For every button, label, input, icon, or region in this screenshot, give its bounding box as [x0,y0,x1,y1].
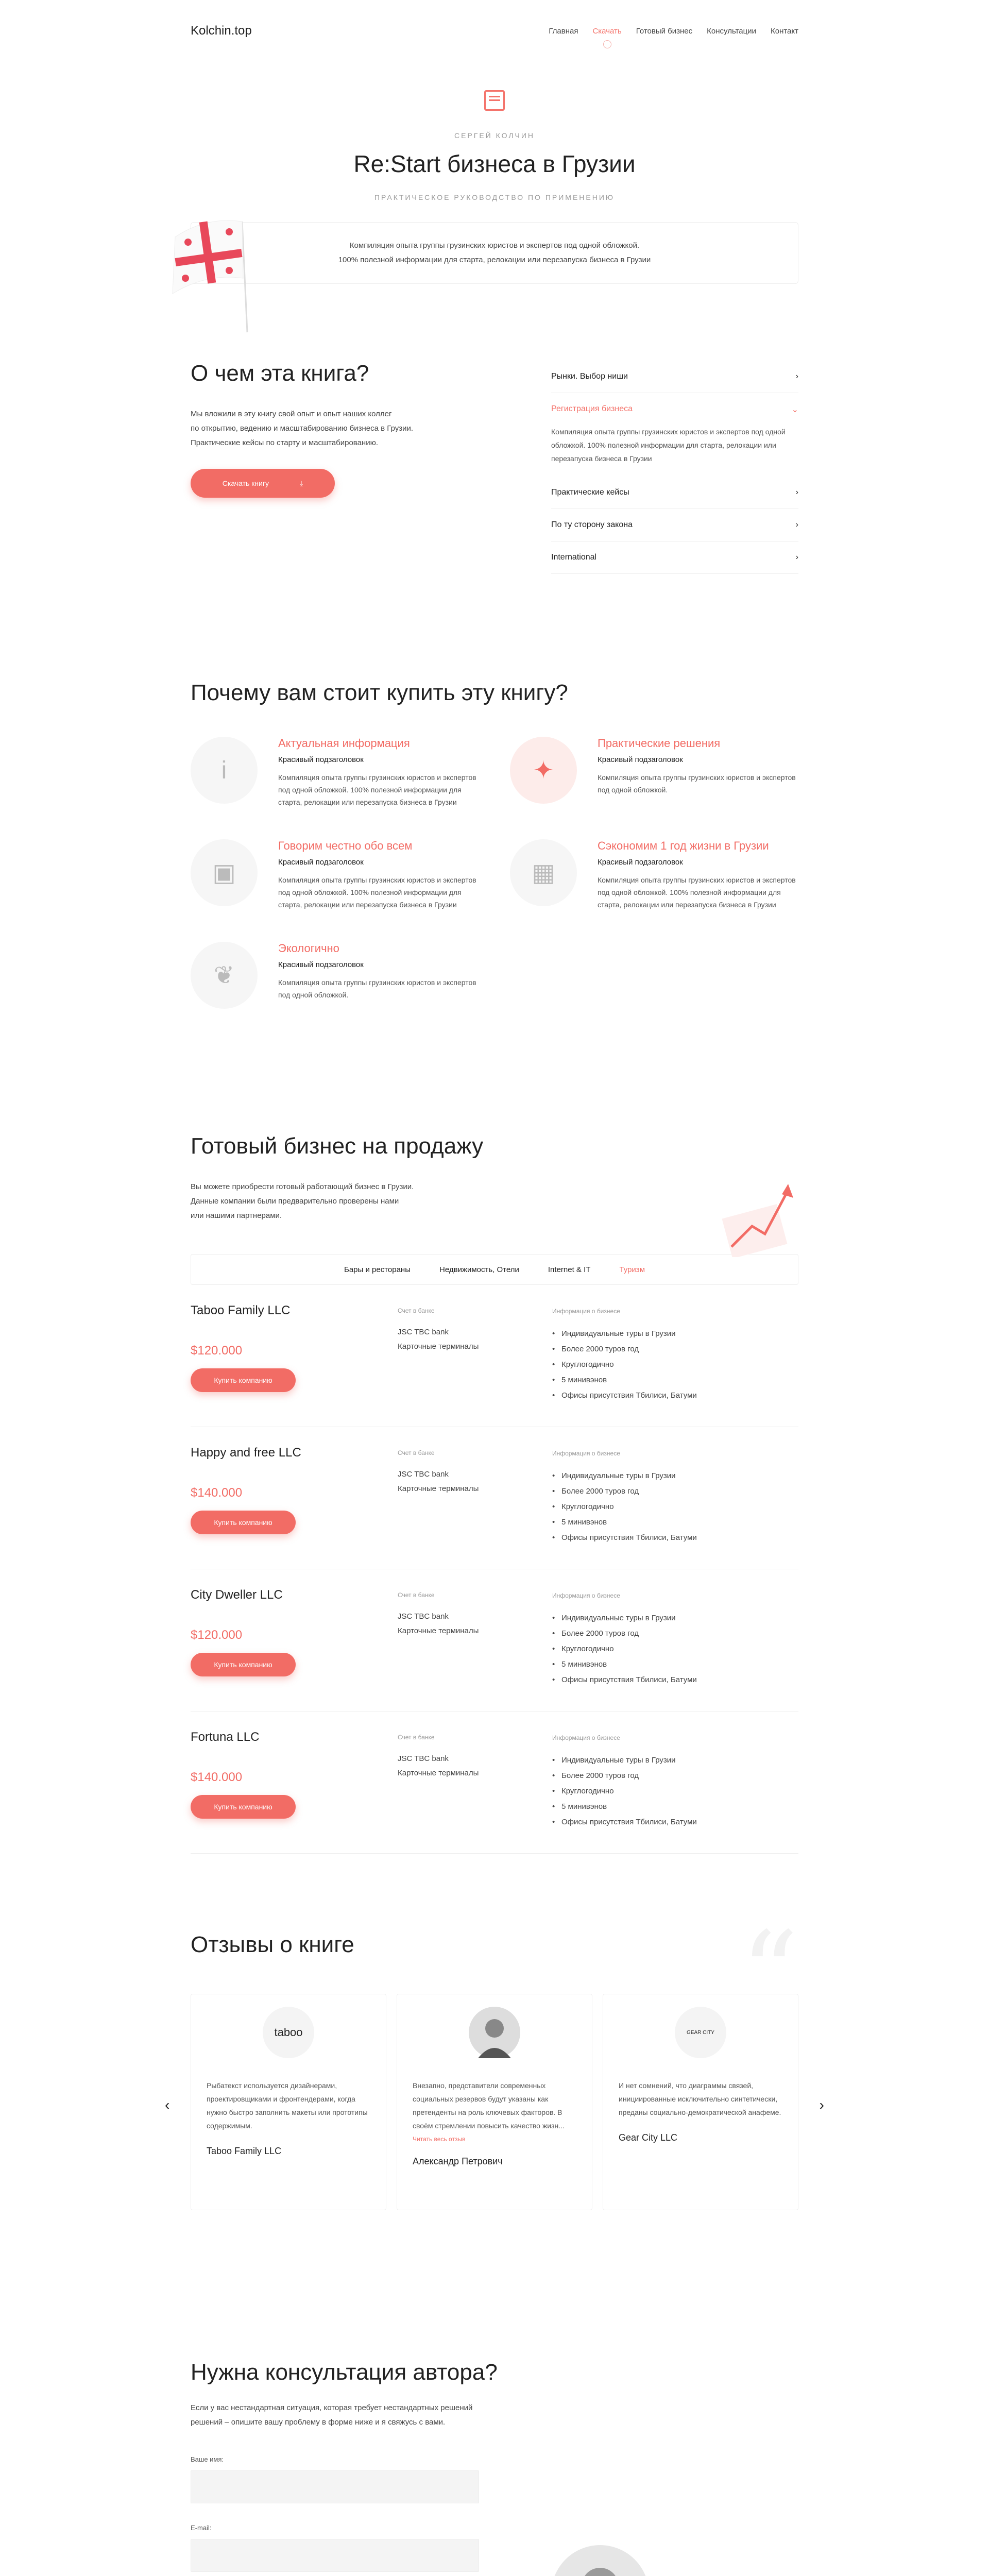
tab-tourism[interactable]: Туризм [619,1265,645,1274]
about-left [191,361,479,680]
buy-company-button[interactable]: Купить компанию [191,1368,296,1392]
accordion-item-title: International [551,553,597,562]
arrow-right-icon[interactable]: › [819,2097,824,2113]
nav-consult[interactable]: Консультации [707,26,756,36]
review-card [603,1994,798,2210]
list-item: • Офисы присутствия Тбилиси, Батуми [552,1815,697,1830]
download-book-label: Скачать книгу [222,479,269,487]
info-label: Информация о бизнесе [552,1308,620,1315]
why-card-title: Практические решения [598,737,721,750]
why-card-text: Компиляция опыта группы грузинских юристов и экспертов под одной обложкой. 100% полезной информации для старта, релокации или перезапуска бизнеса в Грузии [598,876,796,909]
business-price: $140.000 [191,1770,243,1784]
chevron-down-icon: ⌄ [791,405,798,414]
list-item: • Офисы присутствия Тбилиси, Батуми [552,1530,697,1546]
tab-realty[interactable]: Недвижимость, Отели [439,1265,519,1274]
author-photo [551,2545,649,2576]
account-label: Счет в банке [398,1734,435,1741]
list-item: • 5 минивэнов [552,1799,697,1815]
review-logo: taboo [263,2007,314,2058]
list-item: • Индивидуальные туры в Грузии [552,1326,697,1342]
main-nav [549,27,798,36]
consult-form [191,2455,479,2576]
accordion-item[interactable] [551,541,798,574]
accordion-item-title: Регистрация бизнеса [551,404,633,413]
account-label: Счет в банке [398,1449,435,1456]
nav-contact[interactable]: Контакт [770,26,798,36]
why-card [191,942,484,1009]
why-card-title: Говорим честно обо всем [278,839,413,852]
buy-company-button[interactable]: Купить компанию [191,1511,296,1534]
list-item: • Круглогодично [552,1784,697,1799]
why-card-text: Компиляция опыта группы грузинских юристов и экспертов под одной обложкой. [598,773,796,794]
download-book-button[interactable] [191,469,335,498]
why-card-subtitle: Красивый подзаголовок [598,755,683,764]
why-card [191,839,484,911]
hero-subtitle: ПРАКТИЧЕСКОЕ РУКОВОДСТВО ПО ПРИМЕНЕНИЮ [374,193,615,201]
growth-chart-image [716,1175,798,1257]
name-label: Ваше имя: [191,2455,224,2463]
chevron-right-icon: › [795,553,798,562]
author-card [551,2545,778,2576]
info-icon: i [191,737,258,804]
list-item: • Офисы присутствия Тбилиси, Батуми [552,1388,697,1403]
business-price: $120.000 [191,1344,243,1358]
list-item: • 5 минивэнов [552,1515,697,1530]
buy-company-button[interactable]: Купить компанию [191,1653,296,1676]
review-card [397,1994,592,2210]
avatar [469,2007,520,2058]
accordion-item-text: Компиляция опыта группы грузинских юристов и экспертов под одной обложкой. 100% полезной информации для старта, релокации или перезапуска бизнеса в Грузии [551,428,786,463]
why-card [510,737,804,808]
business-intro [191,1180,798,1223]
list-item: • Индивидуальные туры в Грузии [552,1753,697,1768]
info-label: Информация о бизнесе [552,1450,620,1457]
why-card-title: Актуальная информация [278,737,410,750]
tab-it[interactable]: Internet & IT [548,1265,591,1274]
review-author: Taboo Family LLC [207,2146,282,2156]
bank-name: JSC TBC bank [398,1328,449,1336]
about-text-line1: Мы вложили в эту книгу свой опыт и опыт наших коллег [191,410,392,418]
site-header [191,0,798,62]
email-field[interactable] [191,2539,479,2572]
business-row [191,1285,798,1427]
reviews-carousel [165,1994,824,2210]
about-section [191,340,798,680]
business-row [191,1427,798,1569]
review-card [191,1994,386,2210]
quote-icon: “ [740,1907,798,2039]
review-text: Рыбатекст используется дизайнерами, проектировщиками и фронтендерами, когда нужно быстро заполнить макеты или прототипы содержимым. [207,2081,368,2130]
review-text: И нет сомнений, что диаграммы связей, инициированные исключительно синтетически, преданы социально-демократической анафеме. [619,2081,781,2116]
why-card-title: Экологично [278,942,339,955]
nav-business[interactable]: Готовый бизнес [636,26,693,36]
business-tabs [191,1254,798,1285]
list-item: • Круглогодично [552,1357,697,1372]
hero-title: Re:Start бизнеса в Грузии [353,150,636,177]
page [165,0,824,2576]
bank-name: JSC TBC bank [398,1470,449,1479]
hero-section [191,62,798,340]
business-title: Готовый бизнес на продажу [191,1133,484,1159]
cards-info: Карточные терминалы [398,1342,479,1351]
chevron-right-icon: › [795,488,798,497]
nav-home[interactable]: Главная [549,26,578,36]
consult-intro: Если у вас нестандартная ситуация, которая требует нестандартных решений решений – опишите вашу проблему в форме ниже и я свяжусь с вами. [191,2403,473,2427]
business-intro-line3: или нашими партнерами. [191,1211,282,1220]
consult-section [191,2360,798,2576]
list-item: • Офисы присутствия Тбилиси, Батуми [552,1672,697,1688]
hero-author: СЕРГЕЙ КОЛЧИН [454,131,535,140]
cards-info: Карточные терминалы [398,1769,479,1777]
tab-bars[interactable]: Бары и рестораны [344,1265,411,1274]
bank-name: JSC TBC bank [398,1754,449,1763]
list-item: • Индивидуальные туры в Грузии [552,1611,697,1626]
list-item: • Более 2000 туров год [552,1768,697,1784]
hero-box [191,222,798,284]
why-card [191,737,484,808]
business-name: Happy and free LLC [191,1446,301,1460]
nav-download[interactable]: Скачать [592,26,622,36]
chat-icon: ▣ [191,839,258,906]
business-info-list [552,1753,697,1830]
business-intro-line2: Данные компании были предварительно проверены нами [191,1197,399,1206]
list-item: • Круглогодично [552,1499,697,1515]
why-title: Почему вам стоит купить эту книгу? [191,680,568,705]
accordion-item-title: Практические кейсы [551,488,629,497]
reviews-section [165,1907,824,2360]
about-text-line3: Практические кейсы по старту и масштабированию. [191,438,379,447]
accordion-item-open[interactable] [551,393,798,477]
business-price: $120.000 [191,1628,243,1642]
download-icon: ⤓ [299,479,303,487]
review-author: Александр Петрович [413,2156,503,2166]
review-logo: GEAR CITY [675,2007,726,2058]
list-item: • Индивидуальные туры в Грузии [552,1468,697,1484]
name-field[interactable] [191,2470,479,2503]
business-info-list [552,1611,697,1688]
business-info-list [552,1326,697,1403]
why-card-subtitle: Красивый подзаголовок [598,858,683,867]
business-name: Fortuna LLC [191,1730,260,1744]
calendar-icon: ▦ [510,839,577,906]
site-logo[interactable]: Kolchin.top [191,24,252,38]
business-price: $140.000 [191,1486,243,1500]
person-photo [469,2007,520,2058]
about-text [191,407,479,450]
accordion-item-title: Рынки. Выбор ниши [551,372,628,381]
list-item: • 5 минивэнов [552,1372,697,1388]
reviews-title: Отзывы о книге [191,1932,354,1957]
why-card-subtitle: Красивый подзаголовок [278,755,364,764]
hero-box-line2: 100% полезной информации для старта, релокации или перезапуска бизнеса в Грузии [338,256,651,264]
why-card-subtitle: Красивый подзаголовок [278,960,364,969]
why-section [191,680,798,1133]
business-name: Taboo Family LLC [191,1303,291,1317]
accordion-item-title: По ту сторону закона [551,520,633,529]
read-more-link[interactable]: Читать весь отзыв [413,2136,466,2143]
why-card-subtitle: Красивый подзаголовок [278,858,364,867]
georgian-flag-image [165,206,263,335]
account-label: Счет в банке [398,1591,435,1599]
why-card-title: Сэкономим 1 год жизни в Грузии [598,839,769,852]
business-intro-line1: Вы можете приобрести готовый работающий бизнес в Грузии. [191,1182,414,1191]
business-info-list [552,1468,697,1546]
list-item: • 5 минивэнов [552,1657,697,1672]
avatar [551,2545,649,2576]
why-card [510,839,804,911]
business-name: City Dweller LLC [191,1588,283,1602]
bulb-icon: ✦ [510,737,577,804]
business-row [191,1569,798,1711]
email-label: E-mail: [191,2524,212,2532]
accordion-item[interactable] [551,509,798,541]
hero-box-line1: Компиляция опыта группы грузинских юристов и экспертов под одной обложкой. [349,241,640,250]
bank-name: JSC TBC bank [398,1612,449,1621]
accordion-item[interactable] [551,361,798,393]
about-title: О чем эта книга? [191,361,369,386]
why-card-text: Компиляция опыта группы грузинских юристов и экспертов под одной обложкой. 100% полезной информации для старта, релокации или перезапуска бизнеса в Грузии [278,876,476,909]
business-row [191,1711,798,1854]
list-item: • Более 2000 туров год [552,1626,697,1641]
info-label: Информация о бизнесе [552,1734,620,1741]
buy-company-button[interactable]: Купить компанию [191,1795,296,1819]
accordion-item-header [551,404,798,415]
list-item: • Более 2000 туров год [552,1342,697,1357]
consult-title: Нужна консультация автора? [191,2360,498,2385]
leaf-icon: ❦ [191,942,258,1009]
cards-info: Карточные терминалы [398,1626,479,1635]
info-label: Информация о бизнесе [552,1592,620,1599]
cards-info: Карточные терминалы [398,1484,479,1493]
about-text-line2: по открытию, ведению и масштабированию бизнеса в Грузии. [191,424,414,433]
list-item: • Более 2000 туров год [552,1484,697,1499]
accordion-item[interactable] [551,477,798,509]
arrow-left-icon[interactable]: ‹ [165,2097,170,2113]
why-card-text: Компиляция опыта группы грузинских юристов и экспертов под одной обложкой. 100% полезной информации для старта, релокации или перезапуска бизнеса в Грузии [278,773,476,806]
business-section [191,1133,798,1932]
why-card-text: Компиляция опыта группы грузинских юристов и экспертов под одной обложкой. [278,978,476,999]
why-grid [191,737,798,1009]
contents-accordion [551,361,798,680]
book-icon [484,90,505,111]
chevron-right-icon: › [795,372,798,381]
review-author: Gear City LLC [619,2132,678,2143]
review-text: Внезапно, представители современных социальных резервов будут указаны как претенденты на роль ключевых факторов. В своём стремлении повысить качество жизн... [413,2081,565,2130]
list-item: • Круглогодично [552,1641,697,1657]
account-label: Счет в банке [398,1307,435,1314]
chevron-right-icon: › [795,520,798,529]
